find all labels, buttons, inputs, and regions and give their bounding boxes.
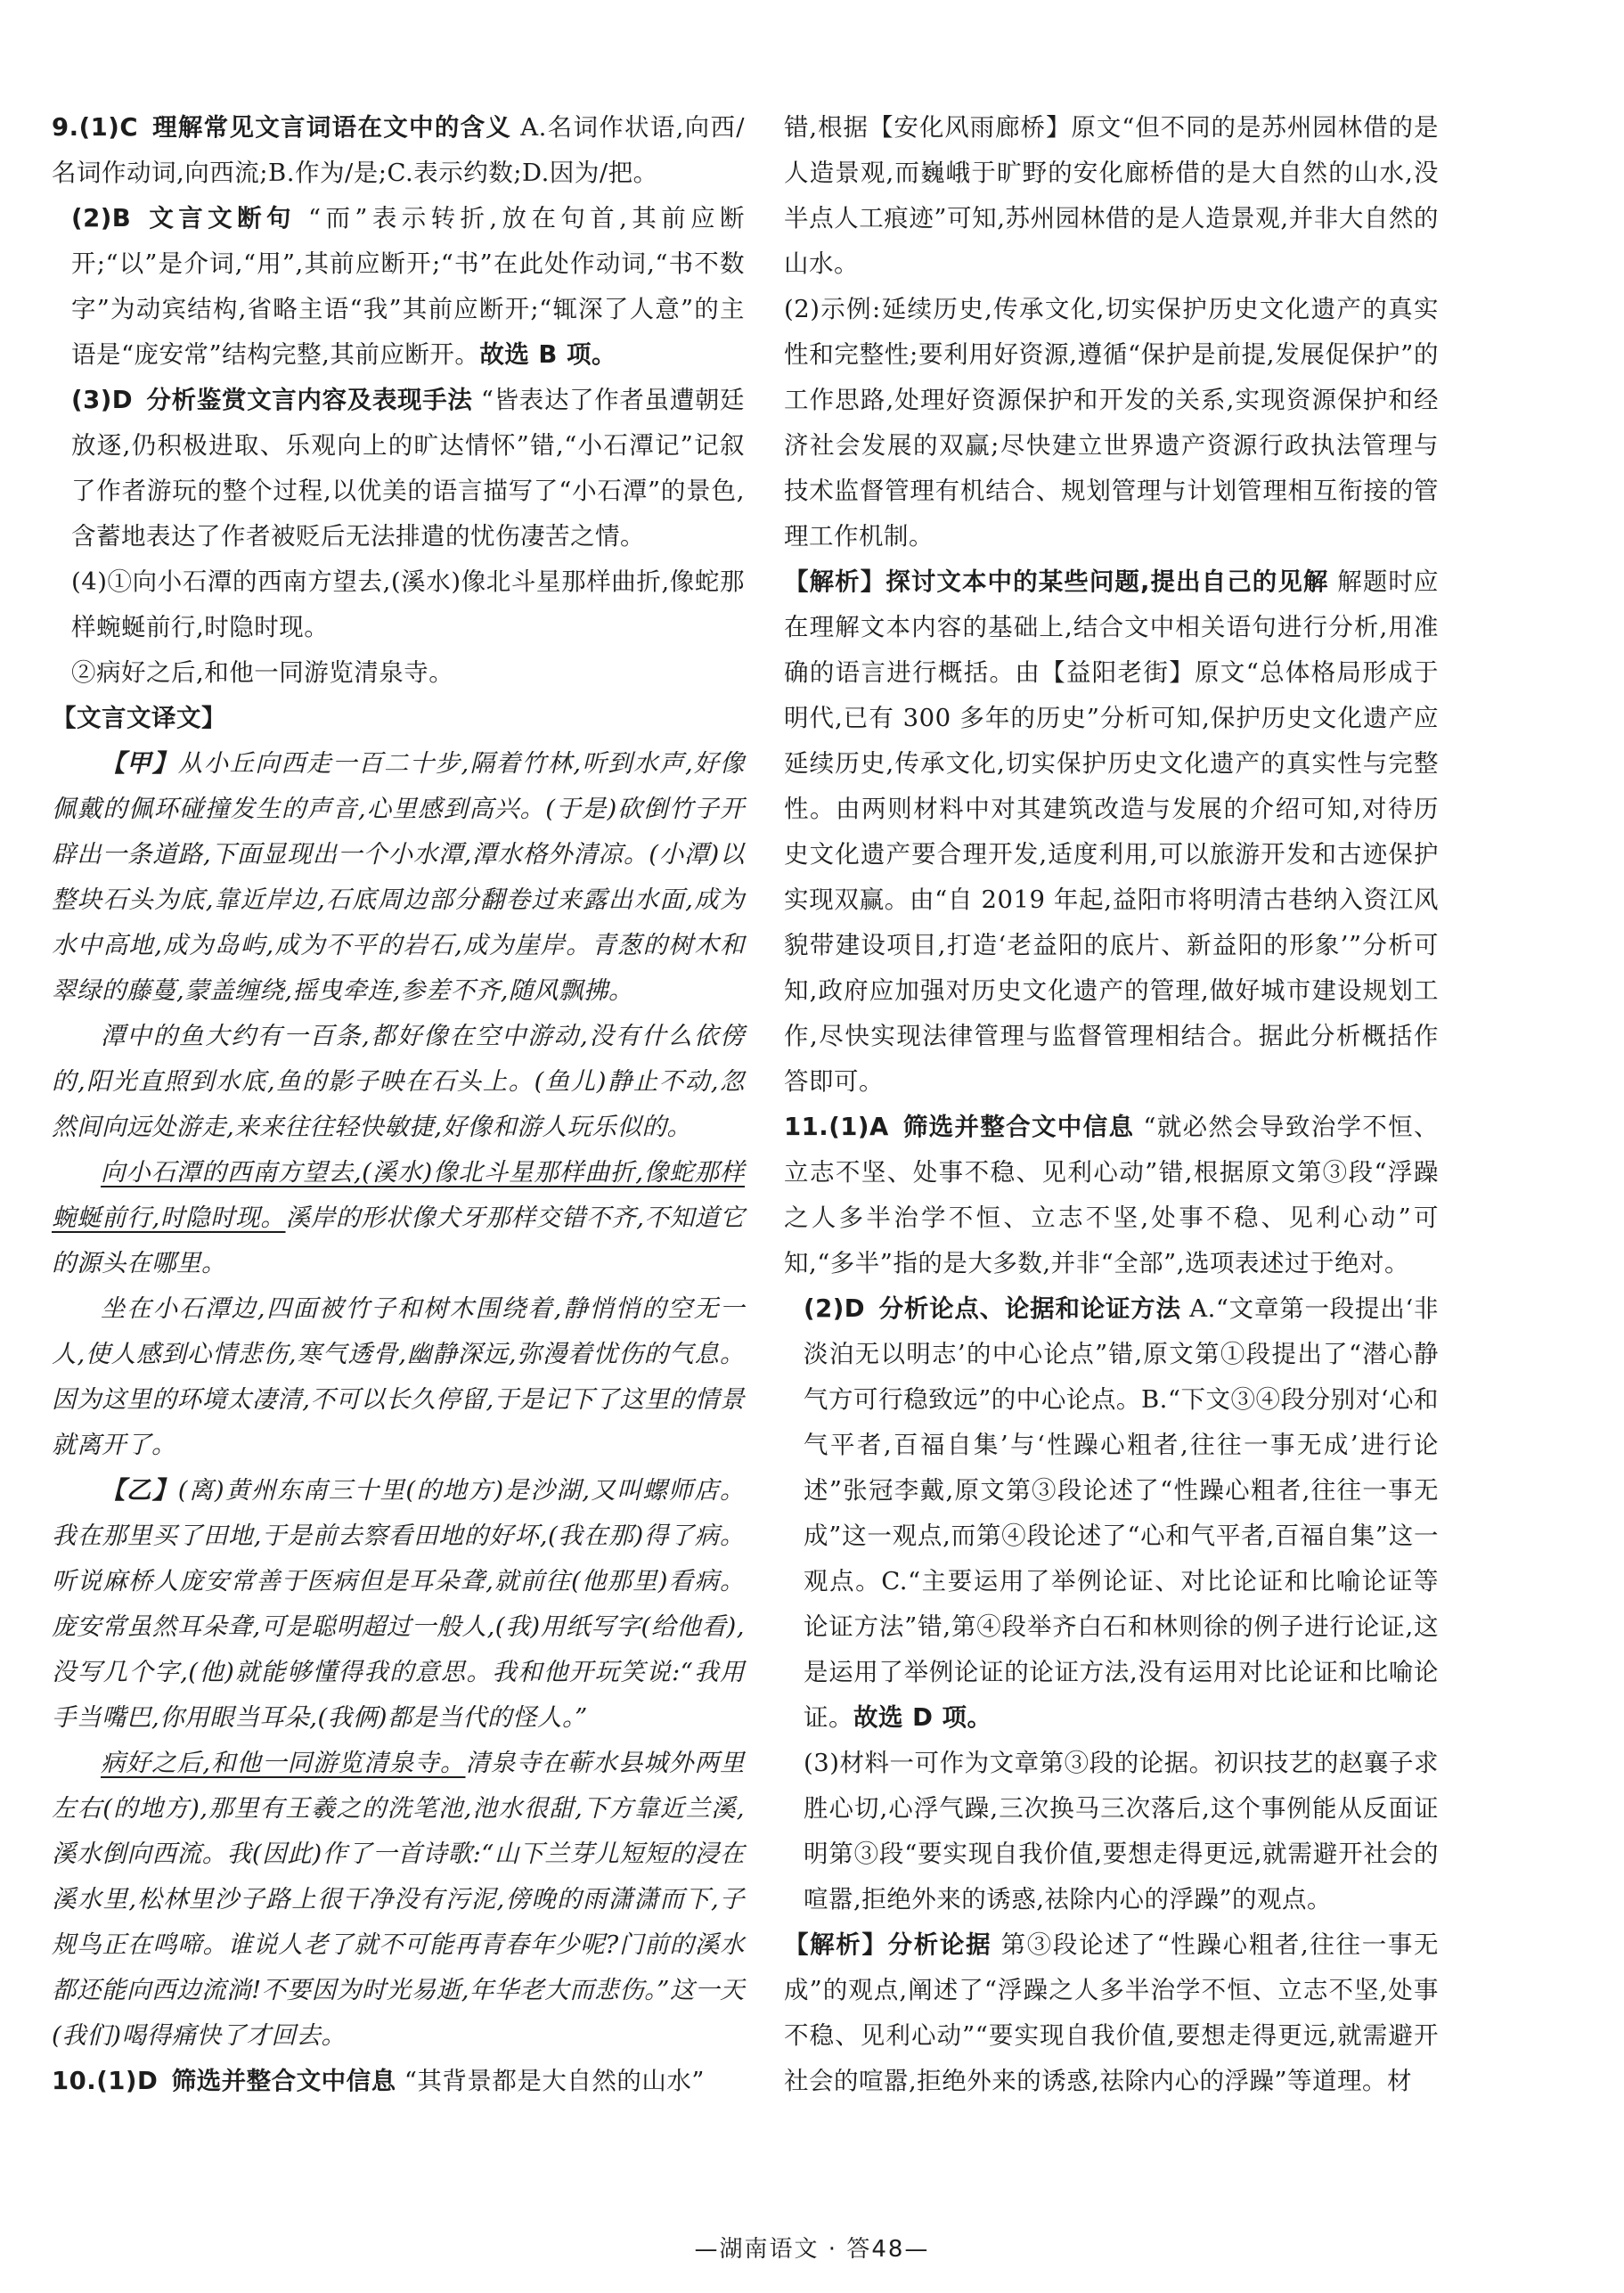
paragraph-text: (离)黄州东南三十里(的地方)是沙湖,又叫螺师店。我在那里买了田地,于是前去察看田地的好坏,(我在那)得了病。听说麻桥人庞安常善于医病但是耳朵聋,就前往(他那里)看病。庞安常虽然耳朵聋,可是聪明超过一般人,(我)用纸写字(给他看),没写几个字,(他)就能够懂得我的意思。我和他开玩笑说:“我用手当嘴巴,你用眼当耳朵,(我俩)都是当代的怪人。” xyxy=(52,1476,746,1732)
paragraph-text: 溪岸的形状像犬牙那样交错不齐,不知道它的源头在哪里。 xyxy=(52,1204,745,1277)
answer-tag: (1)D xyxy=(96,2067,159,2095)
analysis-label: 【解析】 xyxy=(784,1930,888,1959)
topic: 理解常见文言词语在文中的含义 xyxy=(152,113,512,142)
translation-jia-p4: 坐在小石潭边,四面被竹子和树木围绕着,静悄悄的空无一人,使人感到心情悲伤,寒气透骨,幽静深远,弥漫着忧伤的气息。因为这里的环境太凄清,不可以长久停留,于是记下了这里的情景就离开了。 xyxy=(52,1294,745,1459)
translation-yi-p2 xyxy=(52,1741,745,2059)
q9-part4a: (4)①向小石潭的西南方望去,(溪水)像北斗星那样曲折,像蛇那样蜿蜒前行,时隐时现。 xyxy=(71,567,745,641)
translation-jia-p1 xyxy=(52,741,745,1014)
q10-part2: (2)示例:延续历史,传承文化,切实保护历史文化遗产的真实性和完整性;要利用好资源,遵循“保护是前提,发展促保护”的工作思路,处理好资源保护和开发的关系,实现资源保护和经济社会发展的双赢;尽快建立世界遗产资源行政执法管理与技术监督管理有机结合、规划管理与计划管理相互衔接的管理工作机制。 xyxy=(784,295,1439,551)
q11-part3: (3)材料一可作为文章第③段的论据。初识技艺的赵襄子求胜心切,心浮气躁,三次换马三次落后,这个事例能从反面证明第③段“要实现自我价值,要想走得更远,就需避开社会的喧嚣,拒绝外来的诱惑,祛除内心的浮躁”的观点。 xyxy=(804,1749,1439,1914)
q11-analysis xyxy=(784,1922,1439,2104)
translation-jia-p3 xyxy=(52,1150,745,1286)
question-number: 11. xyxy=(784,1113,829,1141)
explanation: 解题时应在理解文本内容的基础上,结合文中相关语句进行分析,用准确的语言进行概括。由【益阳老街】原文“总体格局形成于明代,已有 300 多年的历史”分析可知,保护历史文化遗产应延续历史,传承文化,切实保护历史文化遗产的真实性与完整性。由两则材料中对其建筑改造与发展的介绍可知,对待历史文化遗产要合理开发,适度利用,可以旅游开发和古迹保护实现双赢。由“自 2019 年起,益阳市将明清古巷纳入资江风貌带建设项目,打造‘老益阳的底片、新益阳的形象’”分析可知,政府应加强对历史文化遗产的管理,做好城市建设规划工作,尽快实现法律管理与监督管理相结合。据此分析概括作答即可。 xyxy=(784,567,1440,1096)
answer-tag: (2)B xyxy=(71,204,132,233)
page-footer: —湖南语文 · 答48— xyxy=(694,2236,930,2263)
paragraph-text: 从小丘向西走一百二十步,隔着竹林,听到水声,好像佩戴的佩环碰撞发生的声音,心里感到高兴。(于是)砍倒竹子开辟出一条道路,下面显现出一个小水潭,潭水格外清凉。(小潭)以整块石头为底,靠近岸边,石底周边部分翻卷过来露出水面,成为水中高地,成为岛屿,成为不平的岩石,成为崖岸。青葱的树木和翠绿的藤蔓,蒙盖缠绕,摇曳牵连,参差不齐,随风飘拂。 xyxy=(52,749,745,1005)
q10-part1 xyxy=(52,2059,745,2104)
topic: 分析论据 xyxy=(887,1930,992,1959)
q9-part2 xyxy=(52,196,745,378)
q10-part1-cont: 错,根据【安化风雨廊桥】原文“但不同的是苏州园林借的是人造景观,而巍峨于旷野的安化廊桥借的是大自然的山水,没半点人工痕迹”可知,苏州园林借的是人造景观,并非大自然的山水。 xyxy=(784,113,1439,278)
conclusion: 故选 D 项。 xyxy=(853,1703,992,1732)
topic: 探讨文本中的某些问题,提出自己的见解 xyxy=(885,567,1329,596)
topic: 筛选并整合文中信息 xyxy=(171,2067,396,2095)
q9-part4b: ②病好之后,和他一同游览清泉寺。 xyxy=(71,658,454,687)
explanation: “而”表示转折,放在句首,其前应断开;“以”是介词,“用”,其前应断开;“书”在此处作动词,“书不数字”为动宾结构,省略主语“我”其前应断开;“辄深了人意”的主语是“庞安常”结构完整,其前应断开。 xyxy=(71,204,745,369)
paragraph-text: 清泉寺在蕲水县城外两里左右(的地方),那里有王羲之的洗笔池,池水很甜,下方靠近兰溪,溪水倒向西流。我(因此)作了一首诗歌:“山下兰芽儿短短的浸在溪水里,松林里沙子路上很干净没有污泥,傍晚的雨潇潇而下,子规鸟正在鸣啼。谁说人老了就不可能再青春年少呢?门前的溪水都还能向西边流淌!不要因为时光易逝,年华老大而悲伤。”这一天(我们)喝得痛快了才回去。 xyxy=(52,1749,745,2050)
q11-part2 xyxy=(784,1286,1439,1741)
right-column xyxy=(784,105,1439,2104)
topic: 文言文断句 xyxy=(149,204,296,233)
analysis-label: 【解析】 xyxy=(784,567,886,596)
q9-part3 xyxy=(52,378,745,559)
topic: 分析论点、论据和论证方法 xyxy=(878,1294,1181,1323)
question-number: 10. xyxy=(52,2067,97,2095)
explanation: 第③段论述了“性躁心粗者,往往一事无成”的观点,阐述了“浮躁之人多半治学不恒、立志不坚,处事不稳、见利心动”“要实现自我价值,要想走得更远,就需避开社会的喧嚣,拒绝外来的诱惑,祛除内心的浮躁”等道理。材 xyxy=(784,1930,1439,2095)
q9-part1 xyxy=(52,105,745,196)
explanation: A.“文章第一段提出‘非淡泊无以明志’的中心论点”错,原文第①段提出了“潜心静气方可行稳致远”的中心论点。B.“下文③④段分别对‘心和气平者,百福自集’与‘性躁心粗者,往往一事无成’进行论述”张冠李戴,原文第③段论述了“性躁心粗者,往往一事无成”这一观点,而第④段论述了“心和气平者,百福自集”这一观点。C.“主要运用了举例论证、对比论证和比喻论证等论证方法”错,第④段举齐白石和林则徐的例子进行论证,这是运用了举例论证的论证方法,没有运用对比论证和比喻论证。 xyxy=(804,1294,1440,1732)
label-jia: 【甲】 xyxy=(101,749,178,778)
underlined-sentence: 病好之后,和他一同游览清泉寺。 xyxy=(101,1749,466,1777)
left-column xyxy=(52,105,745,2104)
explanation: A.名词作状语,向西/名词作动词,向西流;B.作为/是;C.表示约数;D.因为/把。 xyxy=(52,113,746,187)
q11-part1 xyxy=(784,1105,1439,1286)
label-yi: 【乙】 xyxy=(101,1476,178,1505)
conclusion: 故选 B 项。 xyxy=(479,340,616,369)
question-number: 9. xyxy=(52,113,79,142)
underlined-sentence: 向小石潭的西南方望去,(溪水)像北斗星那样曲折,像蛇那样蜿蜒前行,时隐时现。 xyxy=(52,1158,745,1232)
answer-tag: (1)C xyxy=(78,113,139,142)
topic: 分析鉴赏文言内容及表现手法 xyxy=(146,386,473,414)
explanation: “皆表达了作者虽遭朝廷放逐,仍积极进取、乐观向上的旷达情怀”错,“小石潭记”记叙了作者游玩的整个过程,以优美的语言描写了“小石潭”的景色,含蓄地表达了作者被贬后无法排遣的忧伤凄苦之情。 xyxy=(71,386,746,551)
translation-yi-p1 xyxy=(52,1468,745,1741)
q10-analysis xyxy=(784,559,1439,1105)
translation-jia-p2: 潭中的鱼大约有一百条,都好像在空中游动,没有什么依傍的,阳光直照到水底,鱼的影子映在石头上。(鱼儿)静止不动,忽然间向远处游走,来来往往轻快敏捷,好像和游人玩乐似的。 xyxy=(52,1022,745,1141)
explanation: “其背景都是大自然的山水” xyxy=(404,2067,705,2095)
answer-tag: (1)A xyxy=(828,1113,889,1141)
explanation: “就必然会导致治学不恒、立志不坚、处事不稳、见利心动”错,根据原文第③段“浮躁之人多半治学不恒、立志不坚,处事不稳、见利心动”可知,“多半”指的是大多数,并非“全部”,选项表述过于绝对。 xyxy=(784,1113,1440,1277)
topic: 筛选并整合文中信息 xyxy=(902,1113,1135,1141)
section-title: 【文言文译文】 xyxy=(52,704,226,732)
answer-tag: (2)D xyxy=(804,1294,866,1323)
answer-tag: (3)D xyxy=(71,386,134,414)
